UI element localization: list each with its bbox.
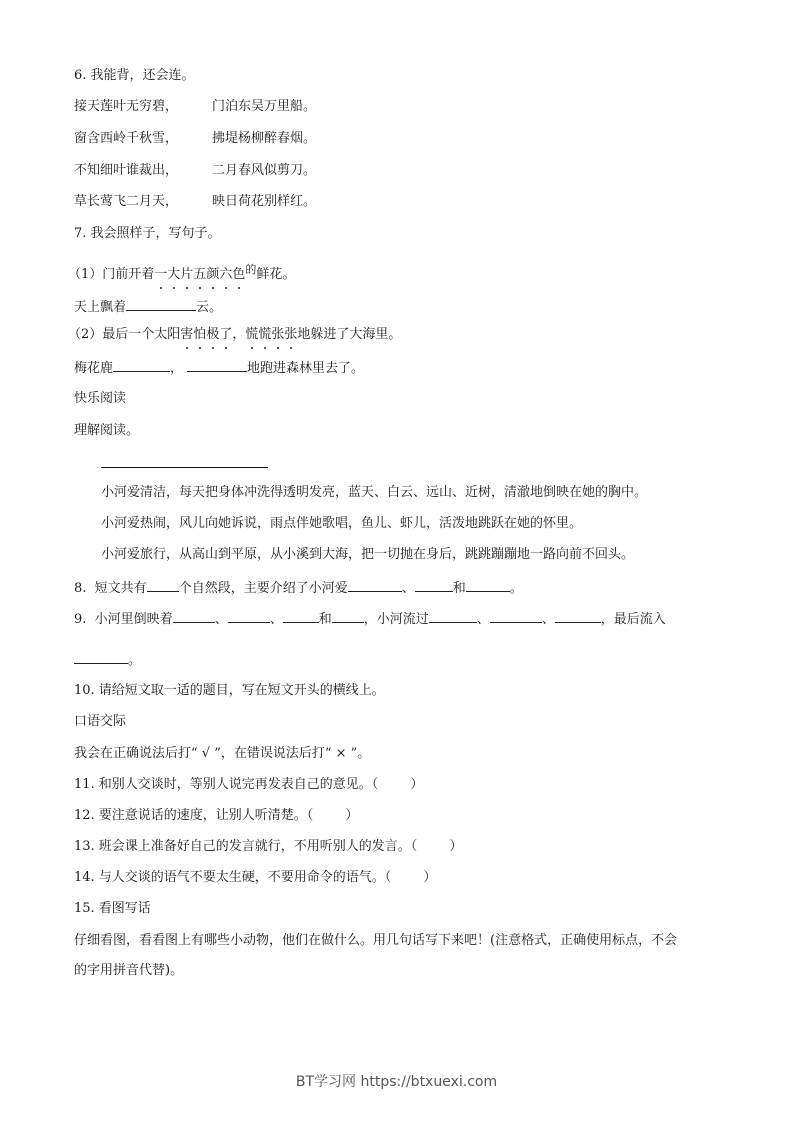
- emphasis-char: 片: [180, 267, 194, 282]
- poem-row: [74, 162, 316, 180]
- paren-close: ）: [345, 808, 359, 823]
- question-text: 小河里倒映着: [94, 612, 173, 627]
- answer-blank[interactable]: [187, 358, 247, 372]
- q8: [74, 578, 523, 598]
- judgment-text: 11. 和别人交谈时，等别人说完再发表自己的意见。（: [74, 777, 379, 792]
- q7-fill-1: [74, 297, 222, 317]
- emphasis-char: 张: [284, 327, 298, 342]
- poem-row: [74, 130, 316, 148]
- example-text: ，: [232, 327, 246, 342]
- example-text: 地躲进了大海里。: [297, 327, 402, 342]
- judgment-text: 14. 与人交谈的语气不要太生硬，不要用命令的语气。（: [74, 870, 392, 885]
- question-text: 和: [318, 612, 332, 627]
- q10: 10. 请给短文取一适的题目，写在短文开头的横线上。: [74, 683, 385, 698]
- emphasis-char: 六: [219, 267, 233, 282]
- paren-close: ）: [423, 870, 437, 885]
- poem-right: 二月春风似剪刀。: [212, 163, 317, 178]
- question-number: 8.: [74, 581, 87, 596]
- judgment-item: [74, 807, 358, 825]
- question-text: 短文共有: [94, 581, 147, 596]
- example-text: （2）最后一个太阳: [68, 327, 181, 342]
- separator: 、: [214, 612, 228, 627]
- passage-paragraph: 小河爱旅行，从高山到平原，从小溪到大海，把一切抛在身后，跳跳蹦蹦地一路向前不回头。: [101, 547, 635, 562]
- oral-section-title: 口语交际: [74, 714, 127, 729]
- q9: [74, 609, 666, 629]
- fill-text: 天上飘着: [74, 300, 127, 315]
- poem-left: 草长莺飞二月天，: [74, 194, 179, 209]
- example-text: （1）门前开着: [68, 267, 155, 282]
- emphasis-char: 五: [193, 267, 207, 282]
- q9-continuation: [74, 650, 141, 670]
- superscript-char: 的: [245, 263, 257, 276]
- question-text: 、: [401, 581, 415, 596]
- poem-left: 不知细叶谁裁出，: [74, 163, 179, 178]
- question-number: 9.: [74, 612, 87, 627]
- separator: 、: [269, 612, 283, 627]
- answer-blank[interactable]: [147, 578, 179, 592]
- emphasis-char: 极: [206, 327, 220, 342]
- answer-blank[interactable]: [113, 358, 170, 372]
- q15-title: 15. 看图写话: [74, 901, 151, 916]
- answer-blank[interactable]: [415, 578, 453, 592]
- poem-right: 门泊东吴万里船。: [212, 99, 317, 114]
- poem-left: 窗含西岭千秋雪，: [74, 131, 179, 146]
- separator: 、: [541, 612, 555, 627]
- answer-blank[interactable]: [173, 609, 215, 623]
- emphasis-char: 怕: [193, 327, 207, 342]
- separator: 、: [476, 612, 490, 627]
- q7-example-2: [68, 326, 401, 344]
- q7-example-1: [68, 261, 295, 284]
- q15-instruction-line-2: 的字用拼音代替)。: [74, 963, 184, 978]
- answer-blank[interactable]: [74, 650, 128, 664]
- answer-blank[interactable]: [228, 609, 270, 623]
- paren-close: ）: [410, 777, 424, 792]
- poem-right: 映日荷花别样红。: [212, 194, 317, 209]
- passage-title-blank[interactable]: [101, 467, 268, 468]
- answer-blank[interactable]: [429, 609, 477, 623]
- oral-instruction: 我会在正确说法后打“ √ ”，在错误说法后打“ × ”。: [74, 746, 371, 761]
- emphasis-char: 一: [154, 267, 168, 282]
- question-text: 。: [128, 653, 142, 668]
- passage-paragraph: 小河爱热闹，风儿向她诉说，雨点伴她歌唱，鱼儿、虾儿，活泼地跳跃在她的怀里。: [101, 516, 583, 531]
- paren-close: ）: [449, 839, 463, 854]
- reading-instruction: 理解阅读。: [74, 423, 140, 438]
- question-text: 个自然段，主要介绍了小河爱: [178, 581, 348, 596]
- answer-blank[interactable]: [332, 609, 364, 623]
- poem-row: [74, 193, 316, 211]
- judgment-text: 12. 要注意说话的速度，让别人听清楚。（: [74, 808, 314, 823]
- fill-text: ，: [170, 361, 184, 376]
- emphasis-char: 了: [219, 327, 233, 342]
- answer-blank[interactable]: [348, 578, 402, 592]
- emphasis-char: 颜: [206, 267, 220, 282]
- reading-section-title: 快乐阅读: [74, 391, 127, 406]
- passage-paragraph: 小河爱清洁，每天把身体冲洗得透明发亮，蓝天、白云、远山、近树，清澈地倒映在她的胸中。: [101, 485, 648, 500]
- fill-text: 云。: [196, 300, 223, 315]
- answer-blank[interactable]: [490, 609, 542, 623]
- judgment-text: 13. 班会课上准备好自己的发言就行，不用听别人的发言。（: [74, 839, 418, 854]
- poem-right: 拂堤杨柳醉春烟。: [212, 131, 317, 146]
- poem-left: 接天莲叶无穷碧，: [74, 99, 179, 114]
- emphasis-char: 色: [232, 267, 246, 282]
- fill-text: 地跑进森林里去了。: [247, 361, 365, 376]
- answer-blank[interactable]: [126, 297, 196, 311]
- answer-blank[interactable]: [283, 609, 319, 623]
- q7-title: 7. 我会照样子，写句子。: [74, 226, 221, 241]
- question-text: ，小河流过: [363, 612, 429, 627]
- question-text: ，最后流入: [600, 612, 666, 627]
- judgment-item: [74, 838, 462, 856]
- question-text: 和: [452, 581, 466, 596]
- q6-title: 6. 我能背，还会连。: [74, 68, 195, 83]
- fill-text: 梅花鹿: [74, 361, 114, 376]
- q7-fill-2: [74, 358, 364, 378]
- judgment-item: [74, 869, 436, 887]
- judgment-item: [74, 776, 423, 794]
- footer-watermark: BT学习网 https://btxuexi.com: [295, 1074, 498, 1090]
- q15-instruction-line-1: 仔细看图，看看图上有哪些小动物，他们在做什么。用几句话写下来吧！(注意格式，正确使用标点，不会: [74, 933, 678, 948]
- emphasis-char: 害: [180, 327, 194, 342]
- answer-blank[interactable]: [555, 609, 601, 623]
- poem-row: [74, 98, 316, 116]
- emphasis-char: 张: [271, 327, 285, 342]
- answer-blank[interactable]: [466, 578, 510, 592]
- emphasis-char: 大: [167, 267, 181, 282]
- example-text: 鲜花。: [256, 267, 296, 282]
- question-text: 。: [509, 581, 523, 596]
- emphasis-char: 慌: [258, 327, 272, 342]
- emphasis-char: 慌: [245, 327, 259, 342]
